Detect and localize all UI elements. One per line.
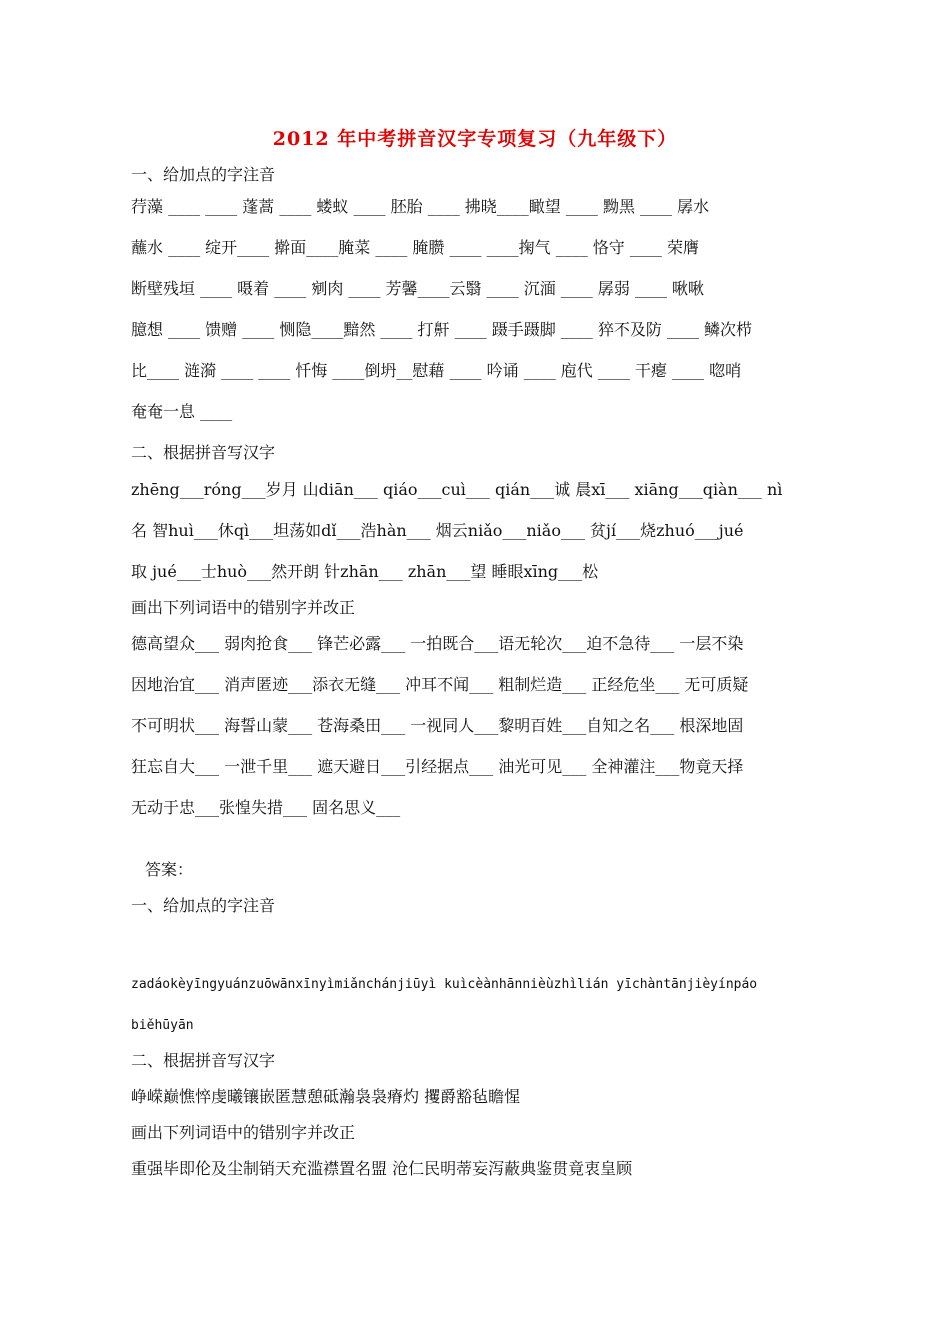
s1-line-5: 比____ 涟漪 ____ ____ 忏悔 ____倒坍__慰藉 ____ 吟诵 ____ 庖代 ____ 干瘪 ____ 唿哨 bbox=[131, 361, 742, 380]
page-title: 2012 年中考拼音汉字专项复习（九年级下） bbox=[272, 128, 678, 150]
s3-line-4: 狂忘自大___ 一泄千里___ 遮天避日___引经据点___ 油光可见___ 全神灌注___物竟天择 bbox=[131, 757, 744, 776]
s2-line-1: zhēng___róng___岁月 山diān___ qiáo___cuì___ qián___诚 晨xī___ xiāng___qiàn___ nì bbox=[131, 480, 783, 499]
s1-line-4: 臆想 ____ 馈赠 ____ 恻隐____黯然 ____ 打鼾 ____ 蹑手蹑脚 ____ 猝不及防 ____ 鳞次栉 bbox=[131, 320, 753, 339]
s3-line-3: 不可明状___ 海誓山蒙___ 苍海桑田___ 一视同人___黎明百姓___自知之名___ 根深地固 bbox=[131, 716, 744, 735]
s1-line-1: 荇藻 ____ ____ 蓬蒿 ____ 蝼蚁 ____ 胚胎 ____ 拂晓____瞰望 ____ 黝黑 ____ 孱水 bbox=[131, 197, 710, 216]
section-3-heading: 画出下列词语中的错别字并改正 bbox=[131, 598, 356, 617]
answers-label: 答案： bbox=[145, 860, 194, 879]
answer-3-heading: 画出下列词语中的错别字并改正 bbox=[131, 1123, 356, 1142]
answer-1-line-2: zadáokèyīngyuánzuōwānxīnyìmiǎnchánjiūyì kuìcèànhānnièùzhìlián yīchàntānjièyínpáo bbox=[131, 977, 758, 992]
s2-line-2: 名 智huì___休qì___坦荡如dǐ___浩hàn___ 烟云niǎo___niǎo___ 贫jí___烧zhuó___jué bbox=[131, 521, 744, 540]
s3-line-1: 德高望众___ 弱肉抢食___ 锋芒必露___ 一拍既合___语无轮次___迫不急待___ 一层不染 bbox=[131, 634, 744, 653]
s1-line-3: 断壁残垣 ____ 嗫着 ____ 剜肉 ____ 芳馨____云翳 ____ 沉湎 ____ 孱弱 ____ 啾啾 bbox=[131, 279, 705, 298]
answer-3-line: 重强毕即伦及尘制销天充滥襟置名盟 沧仁民明蒂妄泻蔽典鉴贯竟衷皇顾 bbox=[131, 1159, 633, 1178]
section-1-heading: 一、给加点的字注音 bbox=[131, 165, 276, 184]
answer-1-heading: 一、给加点的字注音 bbox=[131, 896, 276, 915]
s2-line-3: 取 jué___士huò___然开朗 针zhān___ zhān___望 睡眼xīng___松 bbox=[131, 562, 599, 581]
s1-line-2: 蘸水 ____ 绽开____ 擀面____腌菜 ____ 腌臜 ____ ____掬气 ____ 恪守 ____ 荣膺 bbox=[131, 238, 699, 257]
section-2-heading: 二、根据拼音写汉字 bbox=[131, 443, 276, 462]
s3-line-2: 因地治宜___ 消声匿迹___添衣无缝___ 冲耳不闻___ 粗制烂造___ 正经危坐___ 无可质疑 bbox=[131, 675, 749, 694]
s1-line-6: 奄奄一息 ____ bbox=[131, 402, 233, 421]
answer-2-line: 峥嵘巅憔悴虔曦镶嵌匿慧憩砥瀚袅袅瘠灼 攫爵豁毡瞻惺 bbox=[131, 1087, 521, 1106]
s3-line-5: 无动于忠___张惶失措___ 固名思义___ bbox=[131, 798, 401, 817]
answer-1-line-3: biěhūyān bbox=[131, 1018, 194, 1033]
answer-2-heading: 二、根据拼音写汉字 bbox=[131, 1051, 276, 1070]
